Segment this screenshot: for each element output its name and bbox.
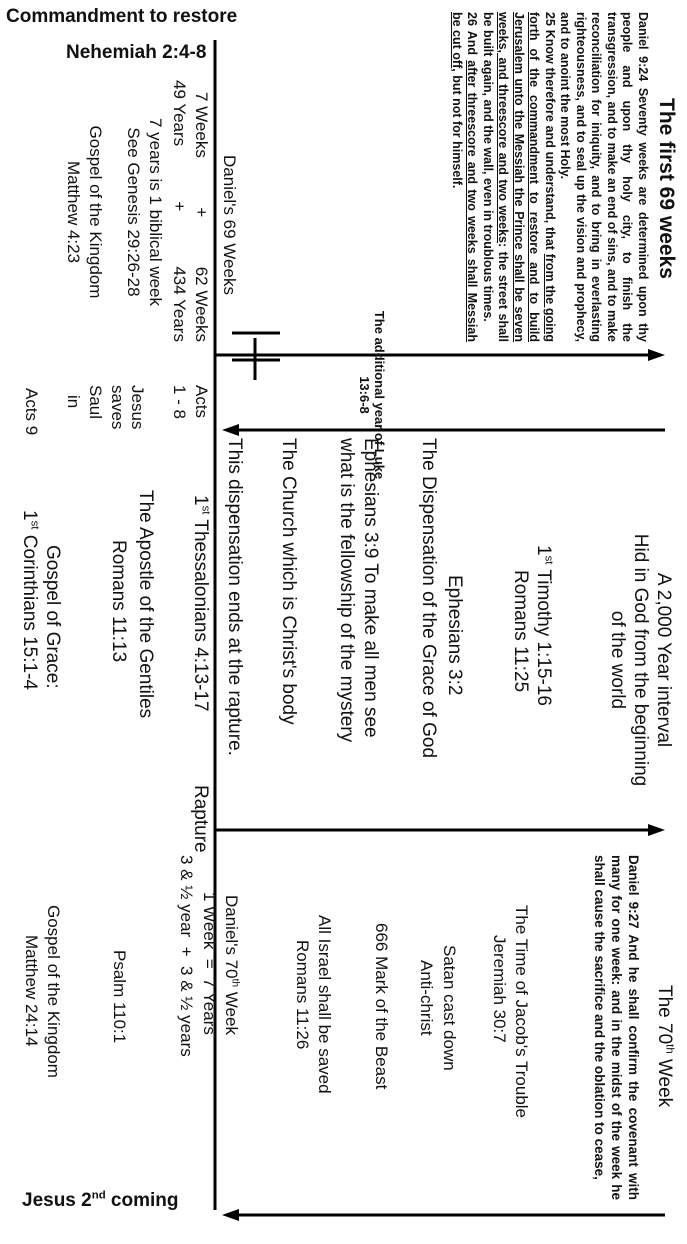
additional-year-label: The additional year of Luke 13:6-8: [357, 310, 387, 480]
daniel-9-25-text: 25 Know therefore and understand, that from the going forth of the commandment to restore and to build Jerusalem unto the Messiah the Prince shall be seven weeks, and threescore and two weeks: the street shall be built again, and the wall, even in troublous times.: [481, 12, 557, 342]
saul-word: Saul: [86, 385, 105, 420]
gospel-kingdom-1: Gospel of the Kingdom: [86, 125, 105, 299]
rapture-label: Rapture: [190, 785, 211, 853]
interval-title-1: A 2,000 Year interval: [653, 572, 674, 748]
church-label: The Church which is Christ's body: [278, 438, 299, 725]
interval-title-3: of the world: [607, 610, 628, 710]
dispensation-label: The Dispensation of the Grace of God: [418, 438, 439, 759]
interval-title-2: Hid in God from the beginning: [630, 533, 651, 787]
daniels-70th-week-heading: Daniel's 70th Week: [222, 895, 241, 1035]
matthew-4-23: Matthew 4:23: [64, 160, 83, 264]
satan-cast-down: Satan cast down: [440, 945, 459, 1071]
jacobs-trouble: The Time of Jacob's Trouble: [512, 905, 531, 1119]
commandment-label: Commandment to restore: [6, 6, 238, 27]
half-years: 3 & ½ year + 3 & ½ years: [177, 855, 196, 1057]
romans-11-13: Romans 11:13: [108, 540, 129, 663]
saves-word: saves: [108, 385, 127, 430]
one-week-seven-years: 1 Week = 7 Years: [200, 892, 219, 1035]
acts-9-ref: Acts 9: [22, 388, 41, 436]
genesis-ref: See Genesis 29:26-28: [124, 127, 143, 297]
corinthians-ref: 1st Corinthians 15:1-4: [19, 510, 41, 690]
daniel-9-26-text: 26 And after threescore and two weeks shall Messiah be cut off, but not for himself.: [450, 12, 480, 342]
jeremiah-30-7: Jeremiah 30:7: [490, 935, 509, 1043]
nehemiah-ref: Nehemiah 2:4-8: [66, 42, 207, 63]
gospel-of-grace: Gospel of Grace:: [42, 545, 63, 689]
daniel-9-24-text: Daniel 9:24 Seventy weeks are determined upon thy people and upon thy holy city, to finish the transgression, and to make an end of sins, and to make reconciliation for iniquity, and to bring in everlasting righteousness, and to seal up the vision and prophecy, and to anoint the most Holy.: [558, 12, 650, 342]
anti-christ: Anti-christ: [417, 960, 436, 1036]
acts-range: 1 - 8: [170, 385, 189, 420]
weeks-row: 7 Weeks + 62 Weeks: [192, 92, 211, 342]
second-coming-label: Jesus 2nd coming: [22, 1189, 179, 1211]
gospel-kingdom-2: Gospel of the Kingdom: [44, 905, 63, 1078]
romans-11-26: Romans 11:26: [293, 940, 312, 1050]
thessalonians-ref: 1st Thessalonians 4:13-17: [190, 495, 212, 712]
matthew-24-14: Matthew 24:14: [22, 935, 41, 1047]
section3-title: The 70th Week: [654, 985, 676, 1108]
daniel-9-27-text: Daniel 9:27 And he shall confirm the covenant with many for one week: and in the midst of the week he shall cause the sacrifice and the oblation to cease,: [592, 855, 641, 1200]
section1-title: The first 69 weeks: [655, 98, 678, 279]
israel-saved: All Israel shall be saved: [315, 915, 334, 1094]
daniels-69-weeks-heading: Daniel's 69 Weeks: [220, 155, 239, 295]
apostle-gentiles: The Apostle of the Gentiles: [135, 490, 156, 719]
ephesians-3-2: Ephesians 3:2: [444, 575, 465, 696]
mark-of-beast: 666 Mark of the Beast: [372, 923, 391, 1090]
daniel-9-27-passage: [591, 855, 642, 1200]
psalm-110-1: Psalm 110:1: [110, 950, 129, 1044]
years-row: 49 Years + 434 Years: [170, 80, 189, 342]
daniel-9-24-passage: [449, 12, 651, 342]
romans-11-25: Romans 11:25: [510, 570, 531, 693]
in-word: in: [64, 395, 83, 409]
acts-label: Acts: [192, 385, 211, 419]
biblical-week-note: 7 years is 1 biblical week: [146, 117, 165, 307]
ephesians-3-9-a: Ephesians 3:9 To make all men see: [360, 438, 381, 738]
timothy-ref: 1st Timothy 1:15-16: [533, 545, 555, 706]
jesus-word: Jesus: [128, 385, 147, 430]
ephesians-3-9-b: what is the fellowship of the mystery: [336, 438, 357, 743]
dispensation-ends: This dispensation ends at the rapture.: [224, 438, 245, 756]
